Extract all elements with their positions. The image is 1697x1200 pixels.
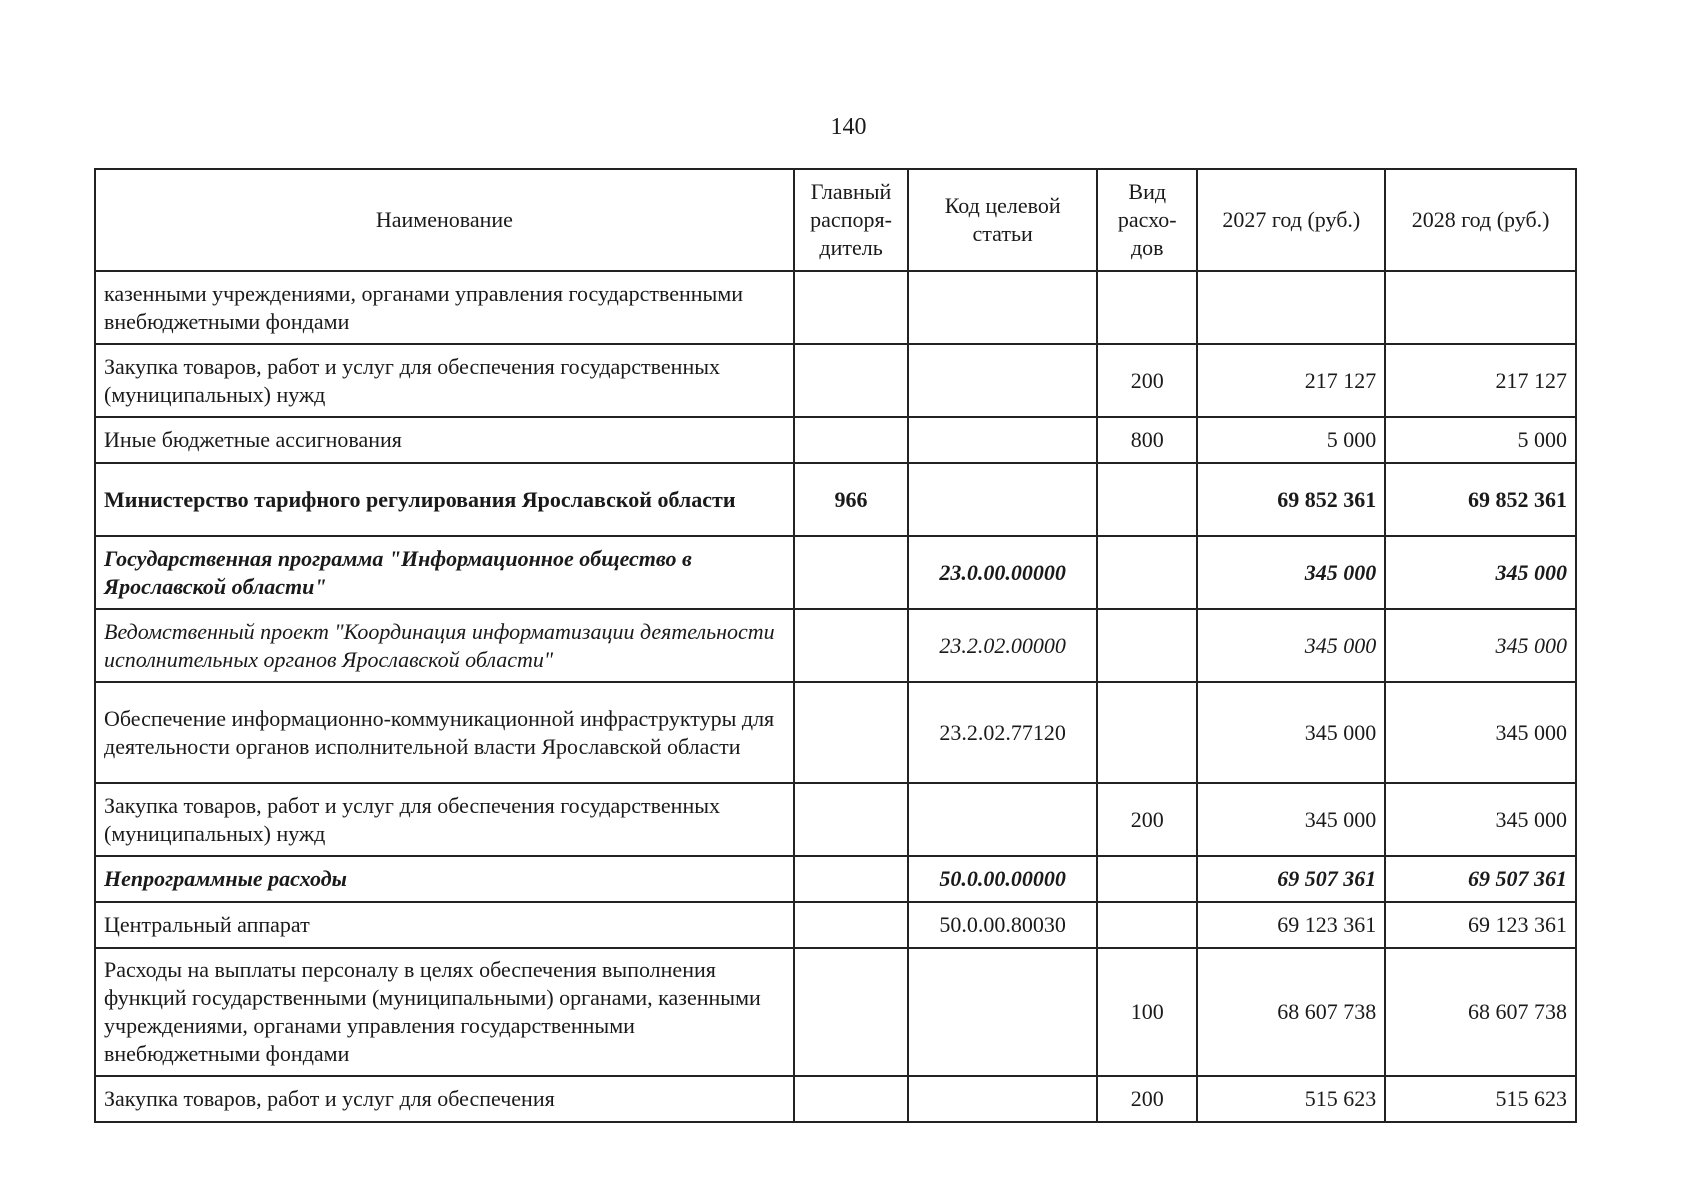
- row-2028: 345 000: [1385, 536, 1576, 609]
- row-name: Центральный аппарат: [95, 902, 794, 948]
- row-vid: [1097, 609, 1197, 682]
- header-vid: Вид расхо-дов: [1097, 169, 1197, 271]
- row-name: казенными учреждениями, органами управления государственными внебюджетными фондами: [95, 271, 794, 344]
- row-vid: [1097, 271, 1197, 344]
- row-code: 50.0.00.00000: [908, 856, 1097, 902]
- row-vid: 200: [1097, 344, 1197, 417]
- row-name: Закупка товаров, работ и услуг для обеспечения государственных (муниципальных) нужд: [95, 783, 794, 856]
- row-2027: 217 127: [1197, 344, 1385, 417]
- row-name: Иные бюджетные ассигнования: [95, 417, 794, 463]
- row-vid: 800: [1097, 417, 1197, 463]
- row-2028: 345 000: [1385, 609, 1576, 682]
- row-2028: 345 000: [1385, 682, 1576, 783]
- table-row: [95, 417, 1576, 463]
- table-row: [95, 609, 1576, 682]
- row-name: Непрограммные расходы: [95, 856, 794, 902]
- row-2027: 345 000: [1197, 682, 1385, 783]
- row-grbs: [794, 609, 908, 682]
- row-vid: [1097, 463, 1197, 536]
- row-code: [908, 948, 1097, 1076]
- row-2028: 69 852 361: [1385, 463, 1576, 536]
- row-2027: [1197, 271, 1385, 344]
- header-2027: 2027 год (руб.): [1197, 169, 1385, 271]
- row-vid: [1097, 902, 1197, 948]
- page-number: 140: [830, 114, 867, 140]
- row-2027: 69 852 361: [1197, 463, 1385, 536]
- row-grbs: [794, 344, 908, 417]
- row-2028: 217 127: [1385, 344, 1576, 417]
- row-2027: 345 000: [1197, 609, 1385, 682]
- row-2028: [1385, 271, 1576, 344]
- header-2028: 2028 год (руб.): [1385, 169, 1576, 271]
- row-vid: 200: [1097, 1076, 1197, 1122]
- row-2027: 345 000: [1197, 783, 1385, 856]
- row-code: [908, 417, 1097, 463]
- table-header-row: [95, 169, 1576, 271]
- row-code: [908, 344, 1097, 417]
- row-grbs: [794, 948, 908, 1076]
- row-code: [908, 783, 1097, 856]
- row-2028: 69 123 361: [1385, 902, 1576, 948]
- row-name: Министерство тарифного регулирования Ярославской области: [95, 463, 794, 536]
- row-2027: 68 607 738: [1197, 948, 1385, 1076]
- row-name: Закупка товаров, работ и услуг для обеспечения государственных (муниципальных) нужд: [95, 344, 794, 417]
- row-code: [908, 1076, 1097, 1122]
- row-grbs: [794, 271, 908, 344]
- row-code: 50.0.00.80030: [908, 902, 1097, 948]
- table-row: [95, 682, 1576, 783]
- row-vid: [1097, 536, 1197, 609]
- header-name: Наименование: [95, 169, 794, 271]
- row-grbs: [794, 682, 908, 783]
- row-name: Государственная программа "Информационное общество в Ярославской области": [95, 536, 794, 609]
- row-vid: [1097, 856, 1197, 902]
- table-row: [95, 1076, 1576, 1122]
- budget-table: [94, 168, 1577, 1123]
- row-2027: 345 000: [1197, 536, 1385, 609]
- row-2027: 69 507 361: [1197, 856, 1385, 902]
- row-name: Расходы на выплаты персоналу в целях обеспечения выполнения функций государственными (муниципальными) органами, казенными учреждениями, органами управления государственными внебюджетными фондами: [95, 948, 794, 1076]
- table-row: [95, 948, 1576, 1076]
- row-grbs: [794, 902, 908, 948]
- row-name: Обеспечение информационно-коммуникационной инфраструктуры для деятельности органов исполнительной власти Ярославской области: [95, 682, 794, 783]
- row-grbs: [794, 856, 908, 902]
- header-code: Код целевой статьи: [908, 169, 1097, 271]
- row-code: [908, 271, 1097, 344]
- table-row: [95, 344, 1576, 417]
- row-grbs: [794, 783, 908, 856]
- table-row: [95, 536, 1576, 609]
- row-code: [908, 463, 1097, 536]
- row-grbs: 966: [794, 463, 908, 536]
- header-grbs: Главный распоря-дитель: [794, 169, 908, 271]
- row-grbs: [794, 417, 908, 463]
- row-2028: 515 623: [1385, 1076, 1576, 1122]
- row-code: 23.2.02.00000: [908, 609, 1097, 682]
- table-row: [95, 902, 1576, 948]
- row-2028: 68 607 738: [1385, 948, 1576, 1076]
- row-vid: 100: [1097, 948, 1197, 1076]
- row-name: Закупка товаров, работ и услуг для обеспечения: [95, 1076, 794, 1122]
- row-name: Ведомственный проект "Координация информатизации деятельности исполнительных органов Ярославской области": [95, 609, 794, 682]
- row-2027: 69 123 361: [1197, 902, 1385, 948]
- row-grbs: [794, 536, 908, 609]
- table-row: [95, 783, 1576, 856]
- table-row: [95, 271, 1576, 344]
- row-2027: 515 623: [1197, 1076, 1385, 1122]
- row-grbs: [794, 1076, 908, 1122]
- table-row: [95, 463, 1576, 536]
- row-2028: 69 507 361: [1385, 856, 1576, 902]
- row-2028: 5 000: [1385, 417, 1576, 463]
- table-row: [95, 856, 1576, 902]
- row-2027: 5 000: [1197, 417, 1385, 463]
- row-code: 23.0.00.00000: [908, 536, 1097, 609]
- row-vid: [1097, 682, 1197, 783]
- row-vid: 200: [1097, 783, 1197, 856]
- row-code: 23.2.02.77120: [908, 682, 1097, 783]
- row-2028: 345 000: [1385, 783, 1576, 856]
